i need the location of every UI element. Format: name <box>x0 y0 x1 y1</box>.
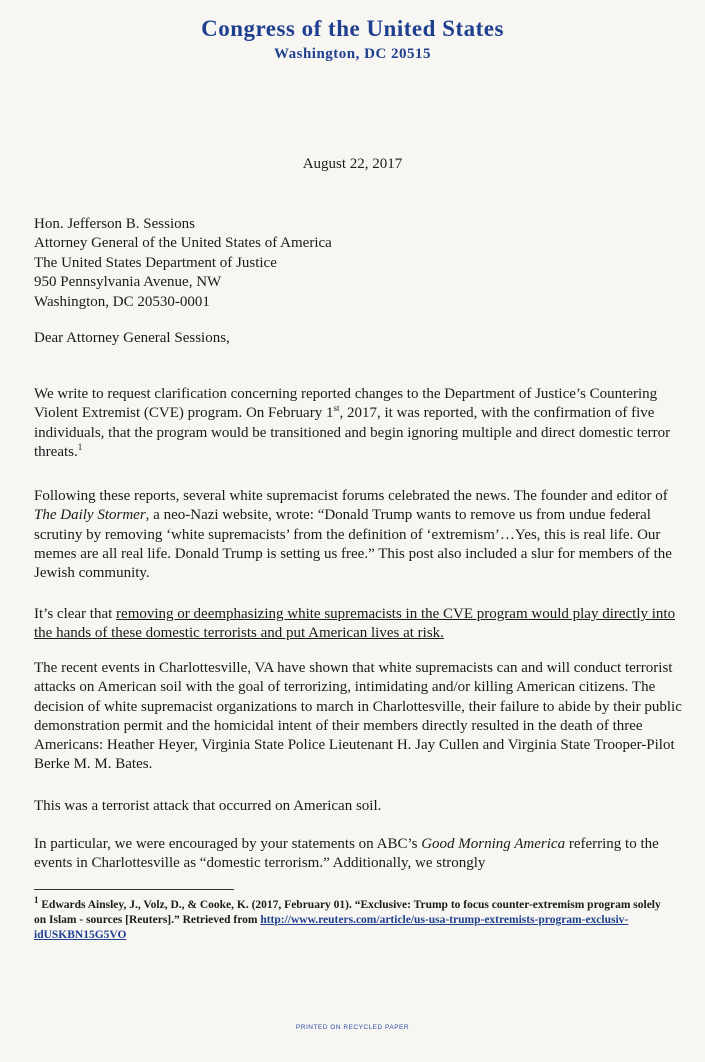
p3-text: It’s clear that <box>34 606 117 622</box>
recipient-line: Washington, DC 20530-0001 <box>34 293 210 310</box>
recipient-line: 950 Pennsylvania Avenue, NW <box>34 274 222 291</box>
p6-text-cont: referring to the events in Charlottesville as “domestic terrorism.” Additionally, we strongly <box>34 836 659 872</box>
footnote-text: Edwards Ainsley, J., Volz, D., & Cooke, K. (2017, February 01). “Exclusive: Trump to focus counter-extremism program solely on Islam - sources [Reuters].” Retrieved from <box>34 899 661 926</box>
p3-underlined-text: removing or deemphasizing white supremacists in the CVE program would play directly into the hands of these domestic terrorists and put American lives at risk. <box>34 606 676 642</box>
letterhead-subtitle: Washington, DC 20515 <box>273 46 432 62</box>
paragraph-3 <box>34 605 684 644</box>
footnote <box>34 895 674 943</box>
recycled-paper-footer: PRINTED ON RECYCLED PAPER <box>295 1024 410 1031</box>
letterhead <box>0 16 705 63</box>
paragraph-5: This was a terrorist attack that occurred on American soil. <box>34 798 382 814</box>
program-title: Good Morning America <box>421 836 566 852</box>
paragraph-4: The recent events in Charlottesville, VA have shown that white supremacists can and will conduct terrorist attacks on American soil with the goal of terrorizing, intimidating and/or killing American citizens. The decision of white supremacist organizations to march in Charlottesville, their failure to abide by their public demonstration permit and the homicidal intent of their members directly resulted in the death of three Americans: Heather Heyer, Virginia State Police Lieutenant H. Jay Cullen and Virginia State Trooper-Pilot Berke M. M. Bates. <box>34 660 682 773</box>
footnote-ref[interactable]: 1 <box>77 441 83 452</box>
p2-text-cont: , a neo-Nazi website, wrote: “Donald Trump wants to remove us from undue federal scrutiny by removing ‘white supremacists’ from the definition of ‘extremism’…Yes, this is real life. Our memes are all real life. Donald Trump is setting us free.” This post also included a slur for members of the Jewish community. <box>34 507 672 582</box>
footnote-mark: 1 <box>34 895 39 906</box>
recipient-address <box>34 215 332 312</box>
letter-date: August 22, 2017 <box>302 156 403 172</box>
publication-title: The Daily Stormer <box>34 507 146 524</box>
p6-text: In particular, we were encouraged by your statements on ABC’s <box>34 836 422 852</box>
footnote-link[interactable]: http://www.reuters.com/article/us-usa-trump-extremists-program-exclusiv-idUSKBN15G5VO <box>34 914 629 941</box>
footnote-divider <box>34 889 234 890</box>
salutation: Dear Attorney General Sessions, <box>34 330 230 346</box>
p1-superscript: st <box>333 403 340 414</box>
p1-text-cont: , 2017, it was reported, with the confirmation of five individuals, that the program would be transitioned and begin ignoring multiple and direct domestic terror threats. <box>34 405 671 460</box>
paragraph-2 <box>34 487 684 583</box>
p1-text: We write to request clarification concerning reported changes to the Department of Justice’s Countering Violent Extremist (CVE) program. On February 1 <box>34 386 658 422</box>
recipient-line: Hon. Jefferson B. Sessions <box>34 216 195 232</box>
paragraph-6 <box>34 835 684 874</box>
p2-text: Following these reports, several white supremacist forums celebrated the news. The founder and editor of <box>34 488 668 504</box>
letterhead-title: Congress of the United States <box>201 16 504 41</box>
recipient-line: The United States Department of Justice <box>34 254 277 271</box>
recipient-line: Attorney General of the United States of America <box>34 235 332 252</box>
paragraph-1 <box>34 385 684 462</box>
